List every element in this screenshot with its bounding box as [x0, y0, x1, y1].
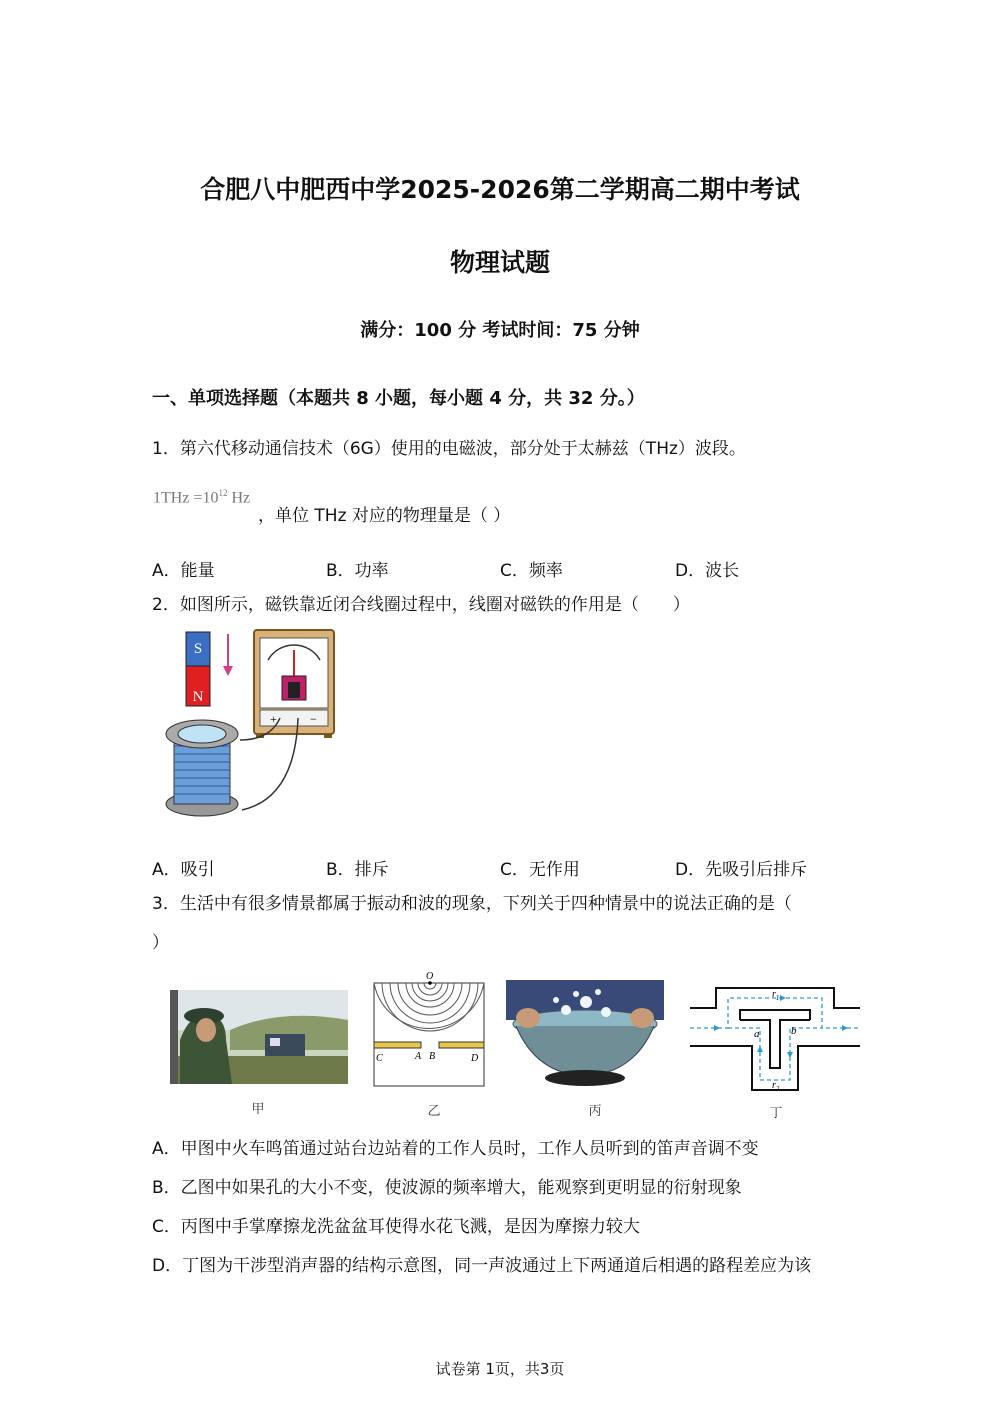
fig-yi-label-c: C — [376, 1053, 383, 1064]
q2-stem: 2．如图所示，磁铁靠近闭合线圈过程中，线圈对磁铁的作用是（ ） — [152, 595, 690, 615]
fig-ding-label-r1: $r_1$ — [772, 989, 780, 1002]
fig-bing-photo — [506, 980, 664, 1090]
fig-yi-label-b: B — [429, 1051, 436, 1062]
q3-option-c[interactable]: C．丙图中手掌摩擦龙洗盆盆耳使得水花飞溅，是因为摩擦力较大 — [152, 1217, 640, 1237]
fig-yi-label-o: O — [426, 971, 434, 982]
q3-option-a[interactable]: A．甲图中火车鸣笛通过站台边站着的工作人员时，工作人员听到的笛声音调不变 — [152, 1139, 759, 1159]
q2-option-d[interactable]: D．先吸引后排斥 — [675, 860, 808, 880]
q1-formula-unit: Hz — [227, 489, 251, 507]
q1-stem2: ，单位 THz 对应的物理量是（ ） — [258, 506, 511, 526]
subject-title: 物理试题 — [449, 248, 550, 277]
q1-option-a[interactable]: A．能量 — [152, 561, 215, 581]
exam-title: 合肥八中肥西中学2025-2026第二学期高二期中考试 — [200, 175, 800, 204]
motion-arrow-icon — [223, 634, 233, 676]
section-heading: 一、单项选择题（本题共 8 小题，每小题 4 分，共 32 分。） — [152, 388, 645, 409]
fig-jia-photo — [170, 990, 348, 1084]
q3-option-d[interactable]: D．丁图为干涉型消声器的结构示意图，同一声波通过上下两通道后相遇的路程差应为该 — [152, 1256, 812, 1276]
q3-stem-line1: 3．生活中有很多情景都属于振动和波的现象，下列关于四种情景中的说法正确的是（ — [152, 894, 792, 914]
fig-ding-label-r2: $r_2$ — [772, 1080, 780, 1093]
magnet-n-label: N — [192, 689, 204, 705]
q1-formula-base: 1THz =10 — [153, 489, 219, 507]
page-footer: 试卷第 1页，共3页 — [435, 1360, 565, 1378]
q2-option-a[interactable]: A．吸引 — [152, 860, 215, 880]
q1-option-b[interactable]: B．功率 — [326, 561, 389, 581]
magnet-s-label: S — [193, 641, 203, 657]
fig-yi-label-d: D — [471, 1053, 479, 1064]
q2-figure — [160, 628, 350, 833]
exam-meta: 满分：100 分 考试时间：75 分钟 — [360, 320, 640, 341]
q2-option-b[interactable]: B．排斥 — [326, 860, 389, 880]
meter-minus-label: − — [310, 712, 317, 726]
meter-plus-label: + — [270, 712, 277, 726]
caption-bing: 丙 — [588, 1104, 602, 1119]
caption-yi: 乙 — [427, 1104, 441, 1119]
caption-jia: 甲 — [251, 1102, 265, 1117]
coil — [166, 720, 238, 816]
fig-ding-label-b: b — [791, 1025, 797, 1037]
q1-formula — [153, 488, 250, 507]
fig-yi-diagram — [368, 968, 490, 1090]
q1-formula-exp: 12 — [218, 488, 228, 498]
fig-yi-label-a: A — [415, 1051, 422, 1062]
q1-option-d[interactable]: D．波长 — [675, 561, 740, 581]
q1-option-c[interactable]: C．频率 — [500, 561, 563, 581]
q3-option-b[interactable]: B．乙图中如果孔的大小不变，使波源的频率增大，能观察到更明显的衍射现象 — [152, 1178, 742, 1198]
fig-ding-label-a: a — [754, 1028, 760, 1040]
galvanometer — [254, 630, 334, 738]
fig-ding-diagram — [688, 984, 864, 1096]
q3-stem-line2: ） — [152, 933, 169, 953]
q2-option-c[interactable]: C．无作用 — [500, 860, 580, 880]
caption-ding: 丁 — [769, 1106, 783, 1121]
q1-stem: 1．第六代移动通信技术（6G）使用的电磁波，部分处于太赫兹（THz）波段。 — [152, 439, 746, 459]
